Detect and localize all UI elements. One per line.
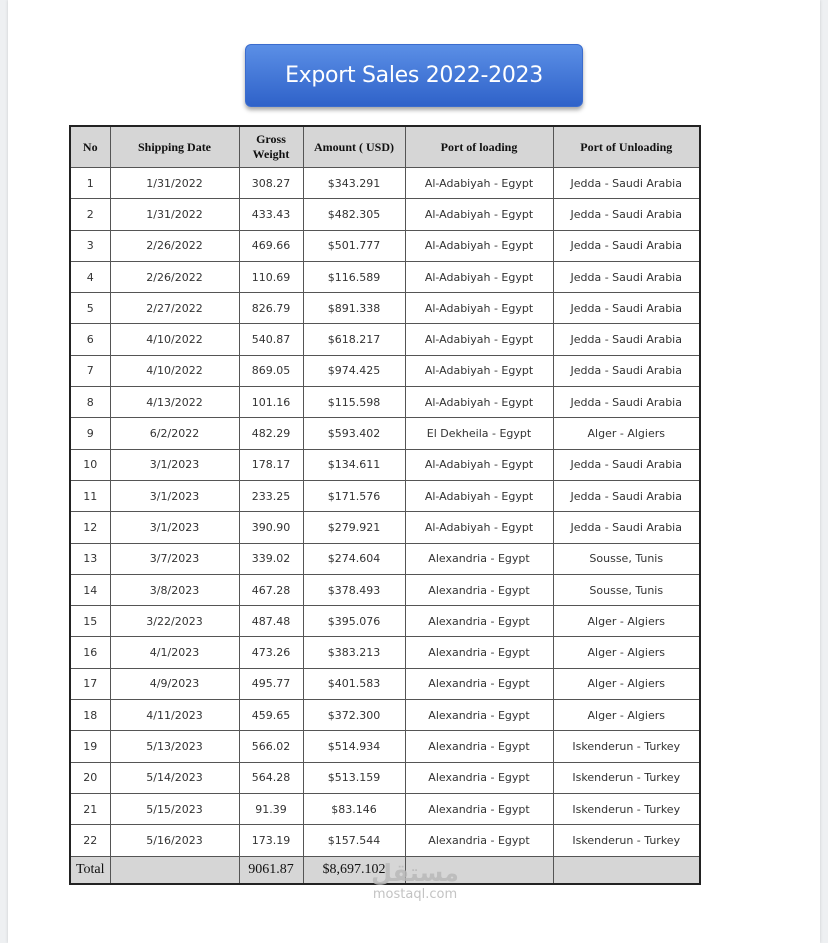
- table-row: [70, 199, 700, 230]
- cell-port-of-loading: Alexandria - Egypt: [405, 637, 553, 668]
- cell-shipping-date: 2/27/2022: [110, 293, 239, 324]
- table-row: [70, 480, 700, 511]
- cell-port-of-unloading: Jedda - Saudi Arabia: [553, 387, 700, 418]
- cell-port-of-unloading: Alger - Algiers: [553, 606, 700, 637]
- table-row: [70, 168, 700, 199]
- cell-port-of-loading: Alexandria - Egypt: [405, 543, 553, 574]
- cell-port-of-unloading: Jedda - Saudi Arabia: [553, 512, 700, 543]
- cell-shipping-date: 4/9/2023: [110, 668, 239, 699]
- table-row: [70, 355, 700, 386]
- cell-port-of-unloading: Iskenderun - Turkey: [553, 762, 700, 793]
- cell-gross-weight: 233.25: [239, 480, 303, 511]
- cell-gross-weight: 91.39: [239, 793, 303, 824]
- cell-port-of-unloading: Alger - Algiers: [553, 418, 700, 449]
- cell-port-of-loading: Al-Adabiyah - Egypt: [405, 168, 553, 199]
- cell-shipping-date: 3/1/2023: [110, 449, 239, 480]
- cell-port-of-unloading: Jedda - Saudi Arabia: [553, 168, 700, 199]
- cell-port-of-loading: Al-Adabiyah - Egypt: [405, 449, 553, 480]
- cell-port-of-loading: Alexandria - Egypt: [405, 825, 553, 856]
- cell-shipping-date: 1/31/2022: [110, 199, 239, 230]
- cell-shipping-date: 6/2/2022: [110, 418, 239, 449]
- cell-port-of-loading: Alexandria - Egypt: [405, 700, 553, 731]
- cell-amount: $171.576: [303, 480, 405, 511]
- cell-port-of-unloading: Jedda - Saudi Arabia: [553, 355, 700, 386]
- table-row: [70, 418, 700, 449]
- table-row: [70, 762, 700, 793]
- cell-amount: $501.777: [303, 230, 405, 261]
- cell-shipping-date: 5/13/2023: [110, 731, 239, 762]
- col-header-amount: Amount ( USD): [303, 126, 405, 168]
- cell-port-of-unloading: Iskenderun - Turkey: [553, 731, 700, 762]
- cell-no: 8: [70, 387, 110, 418]
- cell-no: 13: [70, 543, 110, 574]
- cell-amount: $891.338: [303, 293, 405, 324]
- cell-no: 22: [70, 825, 110, 856]
- cell-gross-weight: 308.27: [239, 168, 303, 199]
- cell-no: 14: [70, 574, 110, 605]
- cell-gross-weight: 173.19: [239, 825, 303, 856]
- cell-shipping-date: 3/8/2023: [110, 574, 239, 605]
- cell-shipping-date: 2/26/2022: [110, 261, 239, 292]
- cell-port-of-loading: Alexandria - Egypt: [405, 762, 553, 793]
- total-empty-cell: [110, 856, 239, 884]
- cell-gross-weight: 469.66: [239, 230, 303, 261]
- cell-amount: $513.159: [303, 762, 405, 793]
- cell-port-of-unloading: Alger - Algiers: [553, 700, 700, 731]
- cell-port-of-loading: Al-Adabiyah - Egypt: [405, 387, 553, 418]
- table-row: [70, 731, 700, 762]
- cell-gross-weight: 101.16: [239, 387, 303, 418]
- cell-port-of-unloading: Jedda - Saudi Arabia: [553, 261, 700, 292]
- table-row: [70, 574, 700, 605]
- cell-gross-weight: 110.69: [239, 261, 303, 292]
- cell-gross-weight: 467.28: [239, 574, 303, 605]
- watermark-logo: مستقل: [371, 859, 459, 887]
- cell-amount: $83.146: [303, 793, 405, 824]
- total-label: Total: [70, 856, 110, 884]
- cell-no: 6: [70, 324, 110, 355]
- cell-port-of-unloading: Jedda - Saudi Arabia: [553, 324, 700, 355]
- table-row: [70, 449, 700, 480]
- cell-shipping-date: 4/13/2022: [110, 387, 239, 418]
- table-row: [70, 606, 700, 637]
- cell-shipping-date: 4/10/2022: [110, 324, 239, 355]
- cell-port-of-unloading: Jedda - Saudi Arabia: [553, 199, 700, 230]
- table-row: [70, 637, 700, 668]
- cell-no: 18: [70, 700, 110, 731]
- cell-amount: $343.291: [303, 168, 405, 199]
- cell-gross-weight: 566.02: [239, 731, 303, 762]
- cell-port-of-loading: Al-Adabiyah - Egypt: [405, 293, 553, 324]
- table-row: [70, 261, 700, 292]
- cell-amount: $378.493: [303, 574, 405, 605]
- cell-amount: $974.425: [303, 355, 405, 386]
- cell-amount: $401.583: [303, 668, 405, 699]
- cell-no: 9: [70, 418, 110, 449]
- cell-port-of-loading: Al-Adabiyah - Egypt: [405, 261, 553, 292]
- total-amount: $8,697.102: [303, 856, 405, 884]
- cell-port-of-loading: Alexandria - Egypt: [405, 731, 553, 762]
- cell-gross-weight: 433.43: [239, 199, 303, 230]
- table-row: [70, 668, 700, 699]
- cell-gross-weight: 178.17: [239, 449, 303, 480]
- cell-gross-weight: 473.26: [239, 637, 303, 668]
- cell-port-of-loading: Al-Adabiyah - Egypt: [405, 199, 553, 230]
- table-row: [70, 543, 700, 574]
- cell-port-of-unloading: Jedda - Saudi Arabia: [553, 293, 700, 324]
- cell-amount: $395.076: [303, 606, 405, 637]
- col-header-no: No: [70, 126, 110, 168]
- export-sales-table: [69, 125, 701, 885]
- cell-no: 11: [70, 480, 110, 511]
- cell-shipping-date: 5/15/2023: [110, 793, 239, 824]
- cell-amount: $372.300: [303, 700, 405, 731]
- cell-no: 7: [70, 355, 110, 386]
- cell-amount: $274.604: [303, 543, 405, 574]
- cell-port-of-unloading: Sousse, Tunis: [553, 543, 700, 574]
- cell-port-of-loading: El Dekheila - Egypt: [405, 418, 553, 449]
- cell-port-of-unloading: Sousse, Tunis: [553, 574, 700, 605]
- col-header-shipping-date: Shipping Date: [110, 126, 239, 168]
- cell-no: 19: [70, 731, 110, 762]
- cell-gross-weight: 540.87: [239, 324, 303, 355]
- table-row: [70, 230, 700, 261]
- cell-shipping-date: 2/26/2022: [110, 230, 239, 261]
- cell-shipping-date: 5/16/2023: [110, 825, 239, 856]
- table-row: [70, 793, 700, 824]
- cell-amount: $279.921: [303, 512, 405, 543]
- cell-shipping-date: 3/22/2023: [110, 606, 239, 637]
- cell-port-of-loading: Al-Adabiyah - Egypt: [405, 512, 553, 543]
- table-row: [70, 825, 700, 856]
- cell-amount: $116.589: [303, 261, 405, 292]
- cell-no: 4: [70, 261, 110, 292]
- watermark: [355, 858, 475, 902]
- cell-no: 3: [70, 230, 110, 261]
- cell-no: 20: [70, 762, 110, 793]
- cell-amount: $383.213: [303, 637, 405, 668]
- page-title: Export Sales 2022-2023: [245, 44, 583, 107]
- cell-amount: $618.217: [303, 324, 405, 355]
- cell-gross-weight: 826.79: [239, 293, 303, 324]
- cell-shipping-date: 3/1/2023: [110, 480, 239, 511]
- cell-gross-weight: 459.65: [239, 700, 303, 731]
- cell-gross-weight: 495.77: [239, 668, 303, 699]
- cell-no: 10: [70, 449, 110, 480]
- cell-shipping-date: 3/1/2023: [110, 512, 239, 543]
- cell-port-of-loading: Al-Adabiyah - Egypt: [405, 230, 553, 261]
- cell-port-of-unloading: Jedda - Saudi Arabia: [553, 449, 700, 480]
- cell-port-of-loading: Alexandria - Egypt: [405, 606, 553, 637]
- cell-amount: $482.305: [303, 199, 405, 230]
- cell-port-of-loading: Al-Adabiyah - Egypt: [405, 355, 553, 386]
- cell-gross-weight: 869.05: [239, 355, 303, 386]
- cell-shipping-date: 4/10/2022: [110, 355, 239, 386]
- cell-shipping-date: 3/7/2023: [110, 543, 239, 574]
- cell-amount: $157.544: [303, 825, 405, 856]
- cell-no: 1: [70, 168, 110, 199]
- col-header-gross-weight: Gross Weight: [239, 126, 303, 168]
- cell-shipping-date: 4/11/2023: [110, 700, 239, 731]
- cell-no: 21: [70, 793, 110, 824]
- col-header-port-of-loading: Port of loading: [405, 126, 553, 168]
- cell-gross-weight: 487.48: [239, 606, 303, 637]
- table-row: [70, 512, 700, 543]
- cell-no: 2: [70, 199, 110, 230]
- cell-port-of-loading: Alexandria - Egypt: [405, 793, 553, 824]
- cell-port-of-loading: Al-Adabiyah - Egypt: [405, 480, 553, 511]
- cell-gross-weight: 564.28: [239, 762, 303, 793]
- cell-no: 16: [70, 637, 110, 668]
- watermark-url: mostaql.com: [372, 887, 458, 902]
- cell-amount: $593.402: [303, 418, 405, 449]
- cell-shipping-date: 1/31/2022: [110, 168, 239, 199]
- table-row: [70, 324, 700, 355]
- cell-port-of-unloading: Jedda - Saudi Arabia: [553, 480, 700, 511]
- cell-shipping-date: 5/14/2023: [110, 762, 239, 793]
- cell-port-of-unloading: Alger - Algiers: [553, 637, 700, 668]
- cell-gross-weight: 339.02: [239, 543, 303, 574]
- cell-port-of-unloading: Iskenderun - Turkey: [553, 825, 700, 856]
- cell-amount: $514.934: [303, 731, 405, 762]
- col-header-port-of-unloading: Port of Unloading: [553, 126, 700, 168]
- cell-port-of-loading: Alexandria - Egypt: [405, 668, 553, 699]
- table-row: [70, 387, 700, 418]
- cell-no: 17: [70, 668, 110, 699]
- cell-port-of-loading: Alexandria - Egypt: [405, 574, 553, 605]
- cell-port-of-unloading: Jedda - Saudi Arabia: [553, 230, 700, 261]
- total-gross-weight: 9061.87: [239, 856, 303, 884]
- cell-port-of-unloading: Alger - Algiers: [553, 668, 700, 699]
- table-row: [70, 700, 700, 731]
- cell-gross-weight: 482.29: [239, 418, 303, 449]
- cell-no: 5: [70, 293, 110, 324]
- cell-gross-weight: 390.90: [239, 512, 303, 543]
- cell-no: 15: [70, 606, 110, 637]
- cell-port-of-unloading: Iskenderun - Turkey: [553, 793, 700, 824]
- cell-amount: $134.611: [303, 449, 405, 480]
- cell-amount: $115.598: [303, 387, 405, 418]
- cell-no: 12: [70, 512, 110, 543]
- cell-shipping-date: 4/1/2023: [110, 637, 239, 668]
- cell-port-of-loading: Al-Adabiyah - Egypt: [405, 324, 553, 355]
- table-header-row: [70, 126, 700, 168]
- table-row: [70, 293, 700, 324]
- total-empty-cell: [553, 856, 700, 884]
